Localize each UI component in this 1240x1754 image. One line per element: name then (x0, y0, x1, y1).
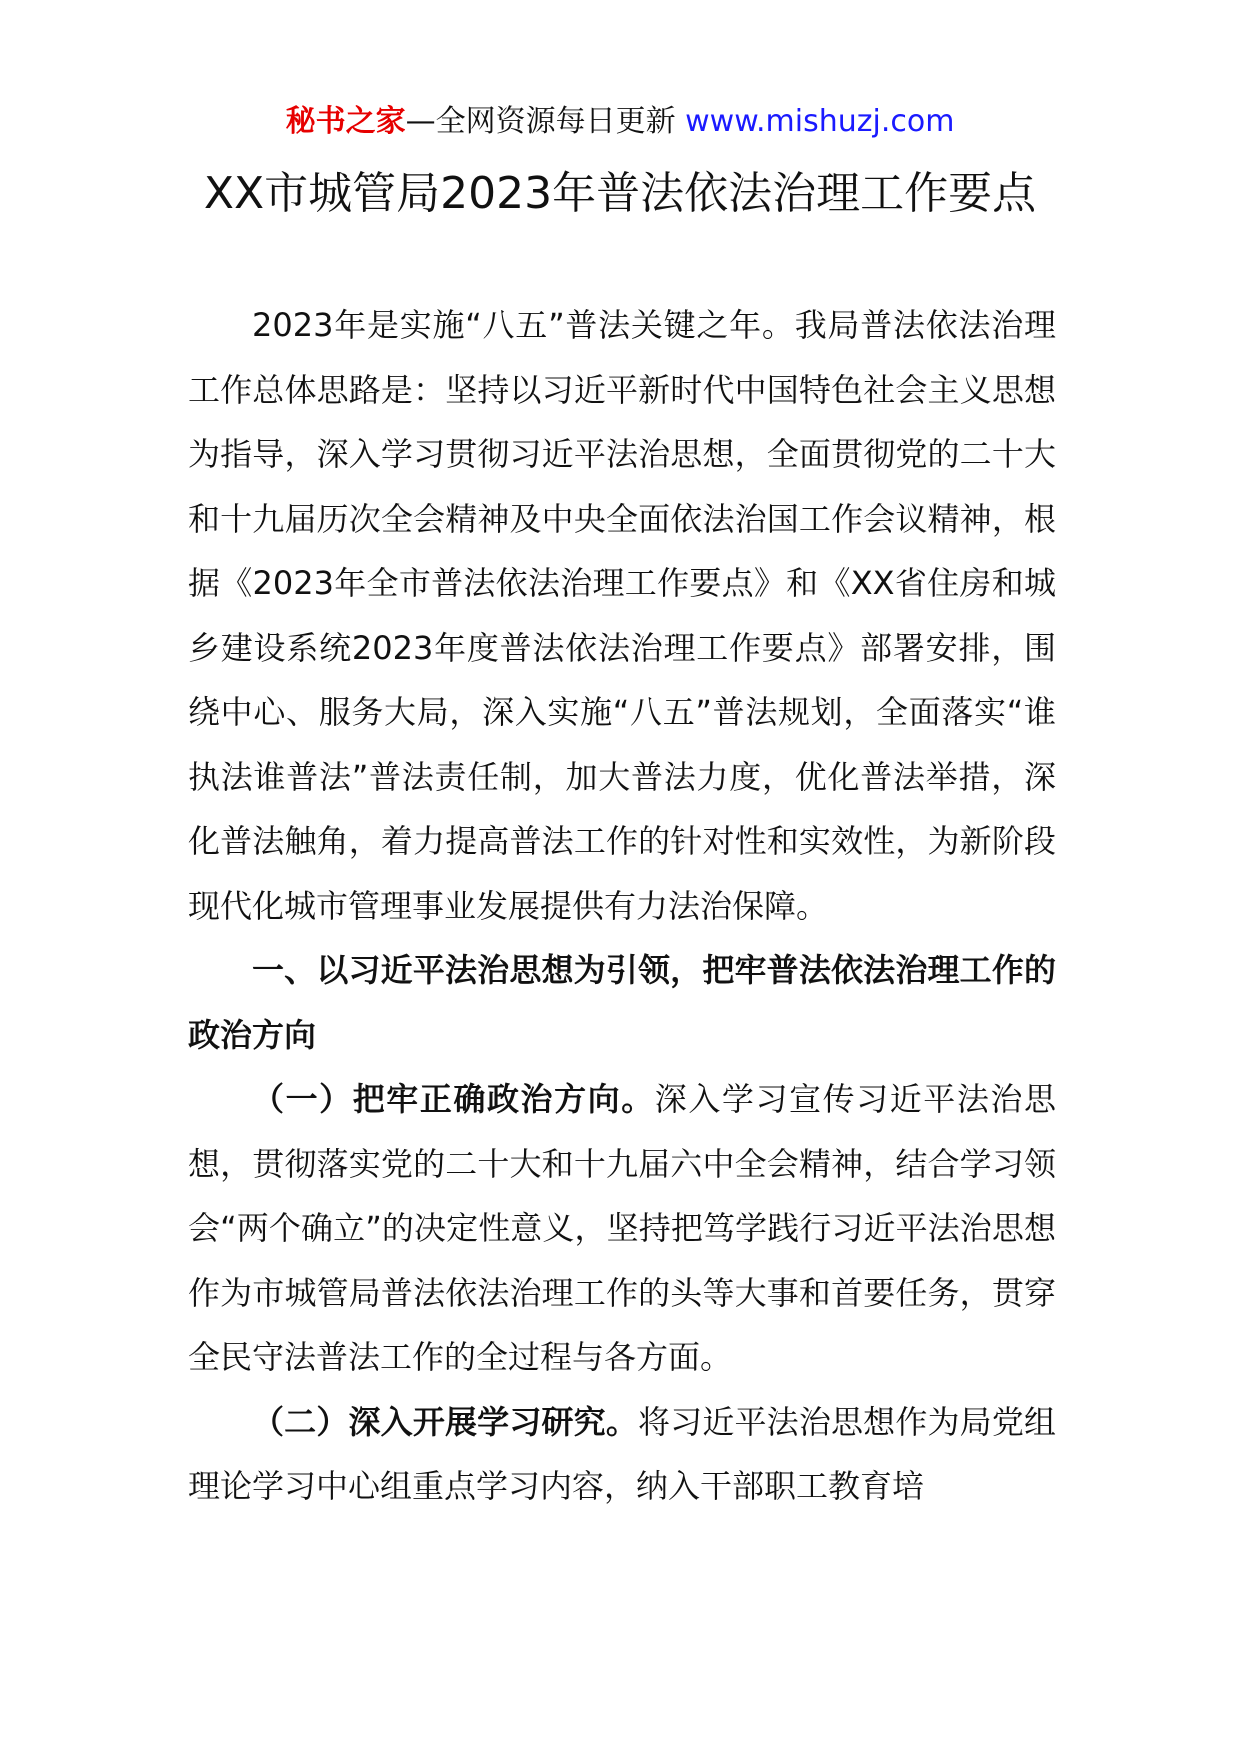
item-lead-2: （二）深入开展学习研究。 (252, 1402, 638, 1441)
site-banner (0, 100, 1240, 144)
item-text-2: 将习近平法治思想作为局党组理论学习中心组重点学习内容，纳入干部职工教育培 (188, 1402, 1056, 1505)
item-text-1: 深入学习宣传习近平法治思想，贯彻落实党的二十大和十九届六中全会精神，结合学习领会“两个确立”的决定性意义，坚持把笃学践行习近平法治思想作为市城管局普法依法治理工作的头等大事和首要任务，贯穿全民守法普法工作的全过程与各方面。 (188, 1080, 1056, 1376)
site-tagline: —全网资源每日更新 (405, 104, 676, 139)
document-body (188, 293, 1056, 1519)
item-paragraph-2 (188, 1390, 1056, 1519)
section-heading-1: 一、以习近平法治思想为引领，把牢普法依法治理工作的政治方向 (188, 951, 1056, 1054)
document-title: XX市城管局2023年普法依法治理工作要点 (203, 168, 1037, 219)
site-url-link[interactable]: www.mishuzj.com (685, 104, 955, 139)
item-paragraph-1 (188, 1067, 1056, 1390)
item-lead-1: （一）把牢正确政治方向。 (252, 1080, 655, 1118)
intro-paragraph: 2023年是实施“八五”普法关键之年。我局普法依法治理工作总体思路是：坚持以习近平新时代中国特色社会主义思想为指导，深入学习贯彻习近平法治思想，全面贯彻党的二十大和十九届历次全会精神及中央全面依法治国工作会议精神，根据《2023年全市普法依法治理工作要点》和《XX省住房和城乡建设系统2023年度普法依法治理工作要点》部署安排，围绕中心、服务大局，深入实施“八五”普法规划，全面落实“谁执法谁普法”普法责任制，加大普法力度，优化普法举措，深化普法触角，着力提高普法工作的针对性和实效性，为新阶段现代化城市管理事业发展提供有力法治保障。 (188, 306, 1056, 925)
site-brand: 秘书之家 (285, 104, 406, 139)
